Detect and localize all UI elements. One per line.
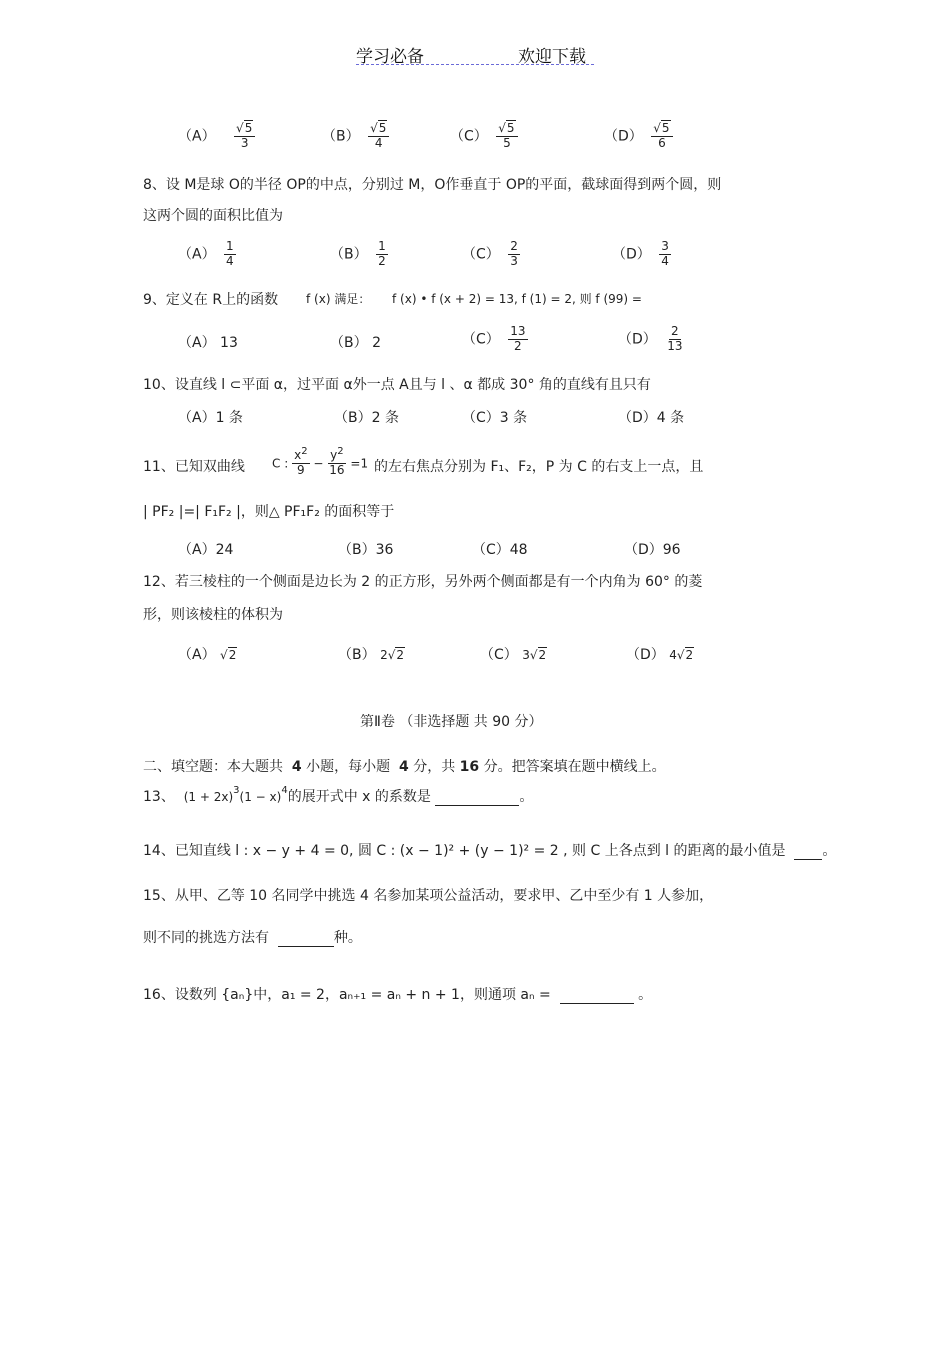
q11-option-a: （A）24: [178, 542, 234, 558]
q8-option-a: （A） $\frac{1}{4}$: [178, 239, 234, 268]
q8-option-d: （D） $\frac{3}{4}$: [612, 239, 669, 268]
q13: 13、 $(1 + 2x)^3(1 - x)^4$的展开式中 x 的系数是 。: [143, 785, 534, 805]
q16-answer-blank[interactable]: [560, 989, 634, 1004]
q10-text: 10、设直线 l ⊂平面 α，过平面 α外一点 A且与 l 、α 都成 30° 角的直线有且只有: [143, 377, 651, 393]
q14-answer-blank[interactable]: [794, 845, 822, 860]
q12-option-b: （B） 2√2: [338, 647, 404, 663]
q9-option-b: （B） 2: [330, 335, 381, 351]
q9-option-d: （D） $\frac{2}{13}$: [618, 324, 683, 353]
part2-title: 第Ⅱ卷 （非选择题 共 90 分）: [360, 714, 543, 730]
q11-option-d: （D）96: [624, 542, 681, 558]
q9-condition: f (x) • f (x + 2) = 13, f (1) = 2, 则 f (99) =: [392, 292, 642, 306]
q11-option-b: （B）36: [338, 542, 394, 558]
q10-option-c: （C）3 条: [462, 410, 528, 426]
q8-line1: 8、设 M是球 O的半径 OP的中点，分别过 M，O作垂直于 OP的平面，截球面得到两个圆，则: [143, 177, 722, 193]
q7-option-d: （D） $\frac{√5}{6}$: [604, 122, 673, 151]
q11-hyperbola: C : $\frac{x^2}{9}$ − $\frac{y^2}{16}$ =1: [272, 446, 369, 477]
q8-option-b: （B） $\frac{1}{2}$: [330, 239, 386, 268]
q9-prefix: 9、定义在 R上的函数: [143, 292, 279, 308]
q12-option-d: （D） 4√2: [626, 647, 694, 663]
q13-answer-blank[interactable]: [435, 791, 519, 806]
q16: 16、设数列 {aₙ}中，a₁ = 2，aₙ₊₁ = aₙ + n + 1，则通项 aₙ = 。: [143, 987, 653, 1003]
q12-line1: 12、若三棱柱的一个侧面是边长为 2 的正方形，另外两个侧面都是有一个内角为 60° 的菱: [143, 574, 703, 590]
q12-line2: 形，则该棱柱的体积为: [143, 607, 283, 623]
q10-option-d: （D）4 条: [618, 410, 685, 426]
q15-line1: 15、从甲、乙等 10 名同学中挑选 4 名参加某项公益活动，要求甲、乙中至少有 1 人参加，: [143, 888, 714, 904]
q15-answer-blank[interactable]: [278, 932, 334, 947]
q11-line2: | PF₂ |=| F₁F₂ |，则△ PF₁F₂ 的面积等于: [143, 504, 395, 520]
q9-option-c: （C） $\frac{13}{2}$: [462, 324, 526, 353]
q7-option-a: （A） $\frac{√5}{3}$: [178, 122, 255, 151]
q12-option-a: （A） √2: [178, 647, 237, 663]
q14: 14、已知直线 l : x − y + 4 = 0, 圆 C : (x − 1)² + (y − 1)² = 2 , 则 C 上各点到 l 的距离的最小值是 。: [143, 843, 837, 859]
q15-line2: 则不同的挑选方法有 种。: [143, 930, 362, 946]
q9-func: f (x) 满足：: [306, 292, 371, 306]
q12-option-c: （C） 3√2: [480, 647, 547, 663]
q7-option-c: （C） $\frac{√5}{5}$: [450, 122, 518, 151]
fill-intro: 二、填空题：本大题共 4 小题，每小题 4 分，共 16 分。把答案填在题中横线上。: [143, 759, 666, 775]
q8-line2: 这两个圆的面积比值为: [143, 208, 283, 224]
q11-prefix: 11、已知双曲线: [143, 459, 245, 475]
q11-suffix: 的左右焦点分别为 F₁、F₂，P 为 C 的右支上一点，且: [374, 459, 704, 475]
q11-option-c: （C）48: [472, 542, 528, 558]
header-divider: [356, 64, 594, 65]
q9-option-a: （A） 13: [178, 335, 238, 351]
q7-option-b: （B） $\frac{√5}{4}$: [322, 122, 389, 151]
header-left: 学习必备: [356, 47, 424, 67]
q10-option-b: （B）2 条: [334, 410, 399, 426]
q10-option-a: （A）1 条: [178, 410, 243, 426]
q8-option-c: （C） $\frac{2}{3}$: [462, 239, 518, 268]
header-right: 欢迎下载: [518, 47, 586, 67]
